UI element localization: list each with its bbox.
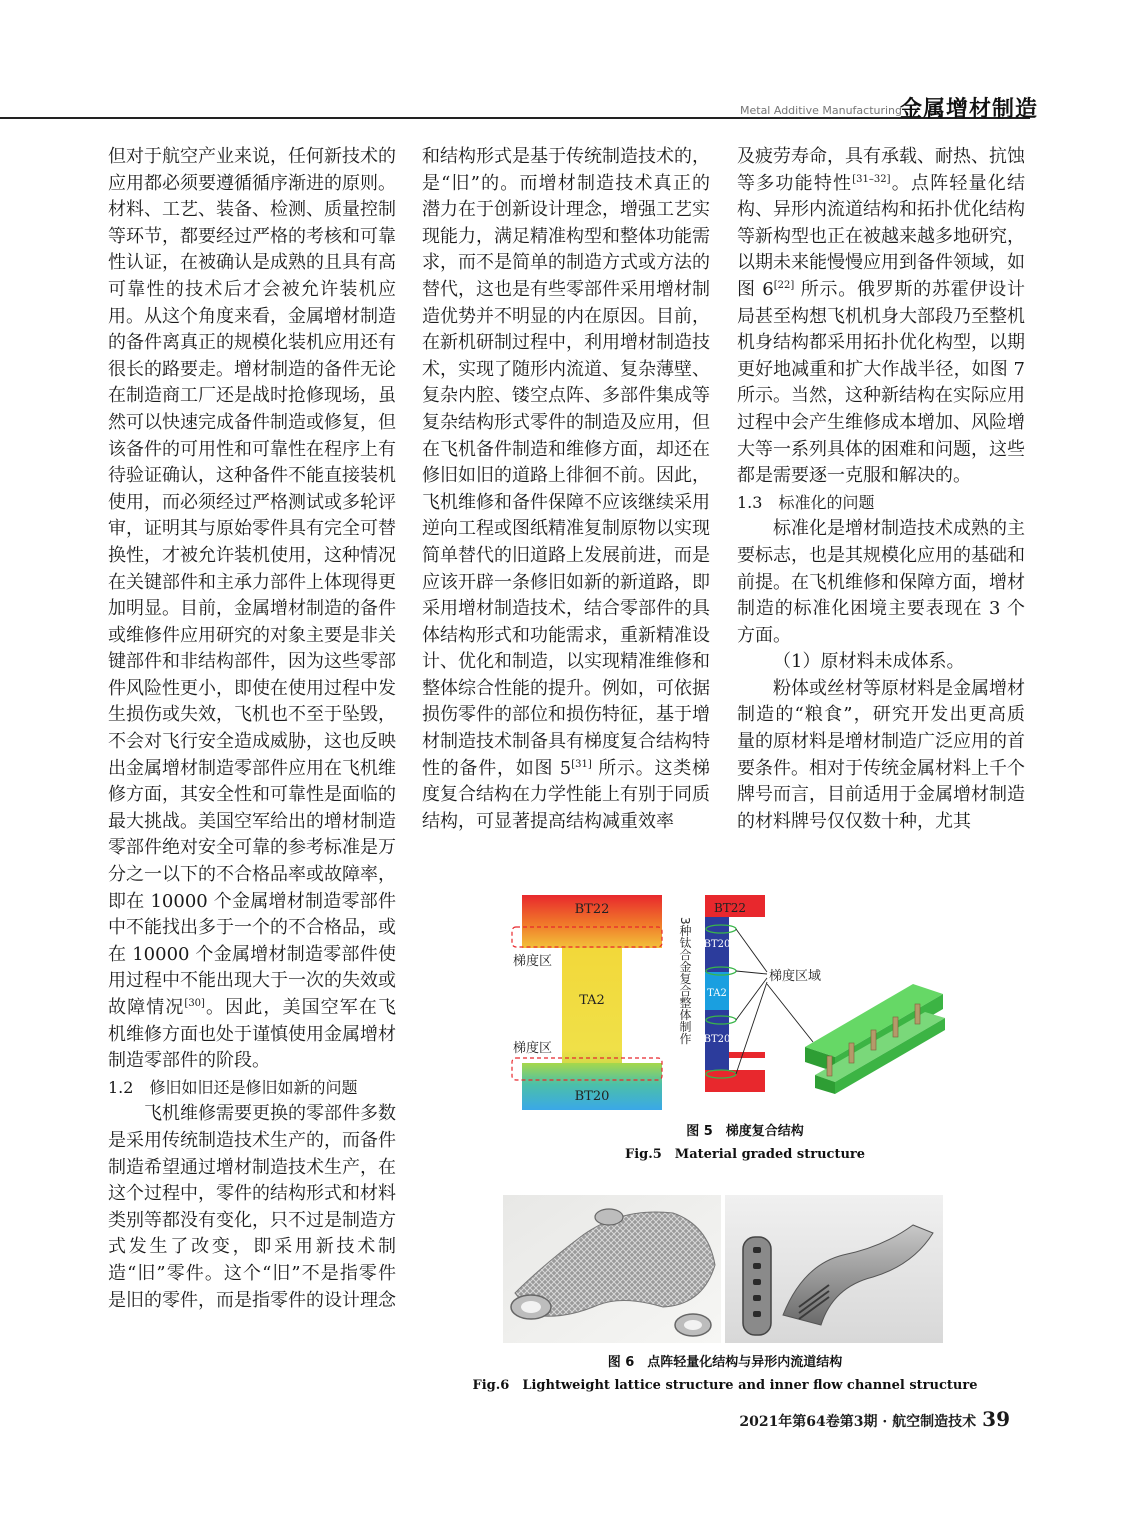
label-three-alloys: 3种钛合金复合整体制作 — [678, 917, 692, 1045]
citation-ref: [30] — [184, 998, 205, 1009]
body-text: 及疲劳寿命，具有承载、耐热、抗蚀等多功能特性 — [737, 146, 1025, 194]
label-bt20: BT20 — [703, 939, 731, 950]
label-ta2: TA2 — [707, 988, 727, 999]
figure-6-caption-en: Fig.6 Lightweight lattice structure and inner flow channel structure — [472, 1378, 978, 1393]
label-ta2: TA2 — [579, 993, 605, 1008]
label-gradient-zone: 梯度区 — [513, 954, 553, 969]
journal-citation: 2021年第64卷第3期 · 航空制造技术 — [739, 1414, 977, 1430]
paragraph — [737, 144, 1025, 490]
lug-top — [595, 1209, 623, 1225]
figure-6-caption-cn: 图 6 点阵轻量化结构与异形内流道结构 — [607, 1355, 843, 1370]
label-bt20: BT20 — [703, 1034, 731, 1045]
page-footer — [700, 1407, 1010, 1431]
figure-5-caption-cn: 图 5 梯度复合结构 — [686, 1124, 804, 1139]
paragraph: 飞机维修需要更换的零部件多数是采用传统制造技术生产的，而备件制造希望通过增材制造技术生产，在这个过程中，零件的结构形式和材料类别等都没有变化，只不过是制造方式发生了改变，即采用新技术制造“旧”零件。这个“旧”不是指零件是旧的零件，而是指零件的设计理念 — [108, 1103, 396, 1311]
section-heading-1-3: 1.3 标准化的问题 — [737, 492, 875, 512]
right-bottom-flange-edge — [729, 1052, 765, 1058]
label-gradient-region: 梯度区域 — [769, 969, 822, 984]
column-2 — [422, 144, 710, 835]
body-text: 和结构形式是基于传统制造技术的，是“旧”的。而增材制造技术真正的潜力在于创新设计理念，增强工艺实现能力，满足精准构型和整体功能需求，而不是简单的制造方式或方法的替代，这也是有些零部件采用增材制造优势并不明显的内在原因。目前，在新机研制过程中，利用增材制造技术，实现了随形内流道、复杂薄壁、复杂内腔、镂空点阵、多部件集成等复杂结构形式零件的制造及应用，但在飞机备件制造和维修方面，却还在修旧如旧的道路上徘徊不前。因此，飞机维修和备件保障不应该继续采用逆向工程或图纸精准复制原物以实现简单替代的旧道路上发展前进，而是应该开辟一条修旧如新的新道路，即采用增材制造技术，结合零部件的具体结构形式和功能需求，重新精准设计、优化和制造，以实现精准维修和整体综合性能的提升。例如，可依据损伤零件的部位和损伤特征，基于增材制造技术制备具有梯度复合结构特性的备件，如图 5 — [422, 146, 710, 779]
column-1 — [108, 144, 396, 1314]
citation-ref: [22] — [773, 279, 795, 291]
paragraph: 标准化是增材制造技术成熟的主要标志，也是其规模化应用的基础和前提。在飞机维修和保障方面，增材制造的标准化困境主要表现在 3 个方面。 — [737, 518, 1025, 646]
beam-3d-model — [805, 984, 945, 1094]
label-bt22: BT22 — [713, 901, 747, 915]
paragraph — [108, 144, 396, 1075]
list-item: （1）原材料未成体系。 — [773, 651, 965, 673]
label-bt22: BT22 — [574, 902, 610, 917]
label-bt20: BT20 — [574, 1089, 610, 1104]
paragraph: 粉体或丝材等原材料是金属增材制造的“粮食”，研究开发出更高质量的原材料是增材制造广泛应用的首要条件。相对于传统金属材料上千个牌号而言，目前适用于金属增材制造的材料牌号仅仅数十种，尤其 — [737, 677, 1025, 832]
body-text: 所示。俄罗斯的苏霍伊设计局甚至构想飞机机身大部段乃至整机机身结构都采用拓扑优化构型，以期更好地减重和扩大作战半径，如图 7 所示。当然，这种新结构在实际应用过程中会产生维修成本增加、风险增大等一系列具体的困难和问题，这些都是需要逐一克服和解决的。 — [737, 278, 1025, 487]
body-text: 。点阵轻量化结构、异形内流道结构和拓扑优化结构等新构型也正在被越来越多地研究，以期未来能慢慢应用到备件领域，如图 6 — [737, 172, 1026, 300]
body-text: 但对于航空产业来说，任何新技术的应用都必须要遵循循序渐进的原则。材料、工艺、装备、检测、质量控制等环节，都要经过严格的考核和可靠性认证，在被确认是成熟的且具有高可靠性的技术后才会被允许装机应用。从这个角度来看，金属增材制造的备件离真正的规模化装机应用还有很长的路要走。增材制造的备件无论在制造商工厂还是战时抢修现场，虽然可以快速完成备件制造或修复，但该备件的可用性和可靠性在程序上有待验证确认，这种备件不能直接装机使用，而必须经过严格测试或多轮评审，证明其与原始零件具有完全可替换性，才被允许装机使用，这种情况在关键部件和主承力部件上体现得更加明显。目前，金属增材制造的备件或维修件应用研究的对象主要是非关键部件和非结构部件，因为这些零部件风险性更小，即使在使用过程中发生损伤或失效，飞机也不至于坠毁，不会对飞行安全造成威胁，这也反映出金属增材制造零部件应用在飞机维修方面，其安全性和可靠性是面临的最大挑战。美国空军给出的增材制造零部件绝对安全可靠的参考标准是万分之一以下的不合格品率或故障率，即在 10000 个金属增材制造零部件中不能找出多于一个的不合格品，或在 10000 个金属增材制造零部件使用过程中不能出现大于一次的失效或故障情况 — [108, 146, 396, 1018]
section-title: 金属增材制造 — [900, 97, 1039, 122]
label-gradient-zone: 梯度区 — [513, 1041, 553, 1056]
page-number: 39 — [982, 1407, 1010, 1431]
figure-5-caption-en: Fig.5 Material graded structure — [624, 1147, 866, 1162]
body-text: 。因此，美国空军在飞机维修方面也处于谨慎使用金属增材制造零部件的阶段。 — [108, 997, 397, 1072]
journal-name-en: Metal Additive Manufacturing — [740, 104, 903, 117]
web — [562, 948, 622, 1068]
figure-5-graded-structure — [505, 892, 945, 1117]
section-heading-1-2: 1.2 修旧如旧还是修旧如新的问题 — [108, 1077, 358, 1097]
paragraph — [422, 144, 710, 835]
header-rule — [0, 117, 1030, 119]
figure-6-photos — [503, 1195, 943, 1343]
body-text: 所示。这类梯度复合结构在力学性能上有别于同质结构，可显著提高结构减重效率 — [422, 757, 710, 832]
citation-ref: [31] — [571, 758, 592, 770]
lug-hole — [684, 1320, 702, 1330]
lug-hole — [521, 1301, 541, 1313]
citation-ref: [31–32] — [852, 173, 891, 185]
column-3 — [737, 144, 1025, 835]
